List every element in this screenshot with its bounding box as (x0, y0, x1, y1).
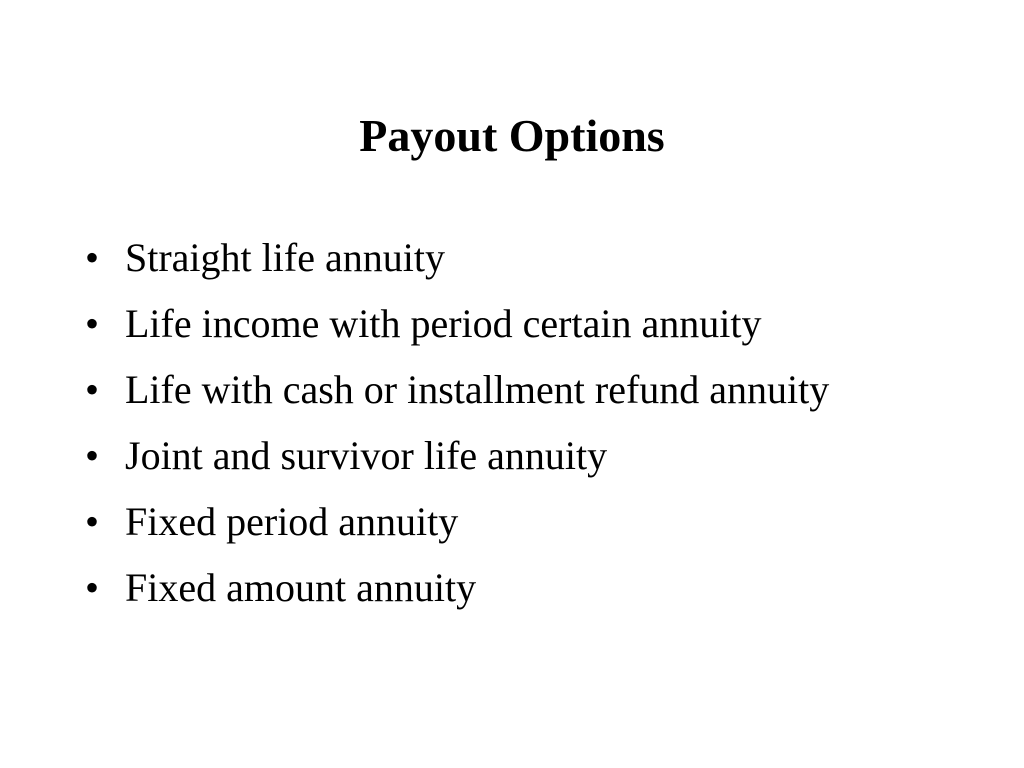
list-item-text: Life with cash or installment refund annuity (125, 367, 830, 412)
slide-title: Payout Options (359, 110, 665, 161)
bullet-icon: • (85, 565, 100, 610)
bullet-icon: • (85, 499, 100, 544)
list-item-text: Straight life annuity (125, 235, 445, 280)
bullet-icon: • (85, 301, 100, 346)
list-item-text: Joint and survivor life annuity (125, 433, 608, 478)
bullet-icon: • (85, 235, 100, 280)
bullet-icon: • (85, 367, 100, 412)
bullet-icon: • (85, 433, 100, 478)
list-item-text: Life income with period certain annuity (125, 301, 762, 346)
list-item-text: Fixed period annuity (125, 499, 459, 544)
list-item-text: Fixed amount annuity (125, 565, 477, 610)
